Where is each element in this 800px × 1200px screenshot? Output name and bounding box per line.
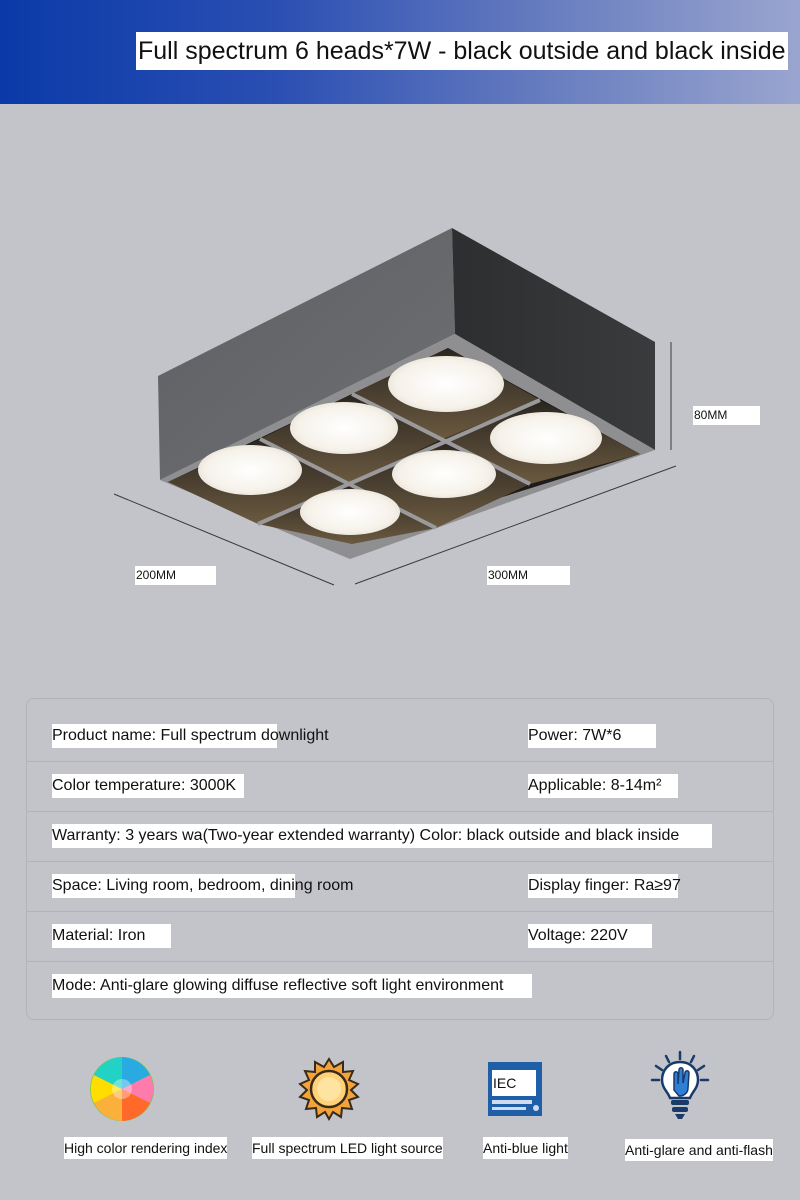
spec-row xyxy=(27,911,773,962)
spec-left: Warranty: 3 years wa(Two-year extended warranty) Color: black outside and black inside xyxy=(52,824,712,848)
product-illustration xyxy=(0,104,800,664)
spec-left: Space: Living room, bedroom, dining room xyxy=(52,874,295,898)
spec-left: Product name: Full spectrum downlight xyxy=(52,724,277,748)
hand-bulb-icon xyxy=(648,1050,712,1122)
color-wheel-icon xyxy=(88,1055,156,1123)
feature-label: Full spectrum LED light source xyxy=(252,1137,443,1159)
spec-left: Color temperature: 3000K xyxy=(52,774,244,798)
spec-row xyxy=(27,861,773,912)
spec-row xyxy=(27,961,773,1011)
feature-color-rendering xyxy=(88,1055,156,1123)
header-banner xyxy=(0,0,800,104)
spec-right: Display finger: Ra≥97 xyxy=(528,874,678,898)
feature-full-spectrum xyxy=(297,1057,361,1121)
height-dimension-label: 80MM xyxy=(693,406,760,425)
spec-right: Power: 7W*6 xyxy=(528,724,656,748)
feature-label: Anti-glare and anti-flash xyxy=(625,1139,773,1161)
sun-icon xyxy=(297,1057,361,1121)
feature-anti-blue xyxy=(488,1062,542,1116)
spec-left: Mode: Anti-glare glowing diffuse reflective soft light environment xyxy=(52,974,532,998)
iec-badge-text: IEC xyxy=(493,1075,517,1091)
downlight-image xyxy=(0,104,800,664)
spec-row xyxy=(27,711,773,762)
spec-right: Voltage: 220V xyxy=(528,924,652,948)
spec-row xyxy=(27,761,773,812)
feature-label: High color rendering index xyxy=(64,1137,227,1159)
spec-table xyxy=(26,698,774,1020)
depth-dimension-label: 200MM xyxy=(135,566,216,585)
width-dimension-label: 300MM xyxy=(487,566,570,585)
feature-anti-glare xyxy=(648,1050,712,1122)
spec-right: Applicable: 8-14m² xyxy=(528,774,678,798)
feature-label: Anti-blue light xyxy=(483,1137,568,1159)
spec-row xyxy=(27,811,773,862)
spec-left: Material: Iron xyxy=(52,924,171,948)
page-title: Full spectrum 6 heads*7W - black outside and black inside xyxy=(136,32,788,70)
